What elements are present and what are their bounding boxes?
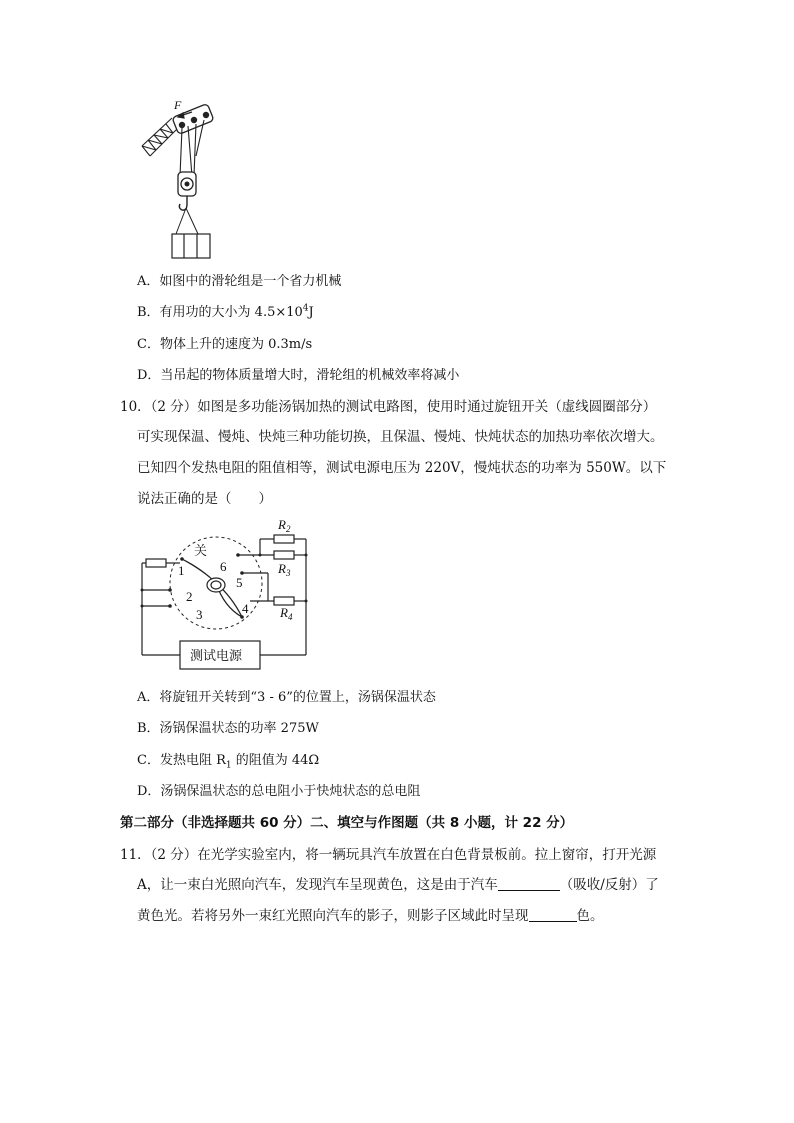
q9-option-b-text: B．有用功的大小为 4.5×10 xyxy=(137,305,303,320)
q11-line3 xyxy=(137,904,604,924)
q11-line3-text: 黄色光。若将另外一束红光照向汽车的影子，则影子区域此时呈现 xyxy=(137,908,529,924)
q10-stem-line2: 可实现保温、慢炖、快炖三种功能切换，且保温、慢炖、快炖状态的加热功率依次增大。 xyxy=(137,429,664,445)
q9-option-b-unit: J xyxy=(308,305,314,320)
label-contact-5: 5 xyxy=(236,575,243,590)
q10-option-d: D．汤锅保温状态的总电阻小于快炖状态的总电阻 xyxy=(137,784,421,799)
pulley-crane-figure xyxy=(136,96,216,261)
q9-option-b-exponent: 4 xyxy=(302,303,309,314)
rotary-switch-blade xyxy=(182,559,242,617)
q9-option-a: A．如图中的滑轮组是一个省力机械 xyxy=(137,274,342,289)
label-contact-2: 2 xyxy=(186,589,193,604)
q11-blank-1[interactable] xyxy=(498,877,560,891)
q11-line3-tail: 色。 xyxy=(576,908,604,924)
label-r2: $R_2$ xyxy=(278,517,291,534)
label-r4: $R_4$ xyxy=(280,605,293,622)
resistor-r3 xyxy=(274,551,294,559)
movable-pulley xyxy=(178,172,196,196)
resistor-r1 xyxy=(146,559,166,567)
q10-option-c-rest: 的阻值为 44Ω xyxy=(231,753,320,768)
q10-option-c-text: C．发热电阻 R xyxy=(137,753,226,768)
load-cables xyxy=(176,208,198,234)
resistor-r2 xyxy=(274,535,294,543)
label-contact-3: 3 xyxy=(196,607,203,622)
q10-stem-line3: 已知四个发热电阻的阻值相等，测试电源电压为 220V，慢炖状态的功率为 550W。以下 xyxy=(137,460,667,476)
section2-heading: 第二部分（非选择题共 60 分）二、填空与作图题（共 8 小题，计 22 分） xyxy=(120,815,574,831)
q11-line2-text: A，让一束白光照向汽车，发现汽车呈现黄色，这是由于汽车 xyxy=(137,877,498,893)
q11-line1: 11．（2 分）在光学实验室内，将一辆玩具汽车放置在白色背景板前。拉上窗帘，打开光源 xyxy=(120,847,657,863)
label-r3: $R_3$ xyxy=(278,561,291,578)
q10-stem-line4: 说法正确的是（ ） xyxy=(137,491,272,507)
q10-option-c-sub: 1 xyxy=(225,760,232,771)
resistor-r4 xyxy=(274,597,294,605)
crane-boom xyxy=(142,118,178,156)
q10-stem-line1: 10．（2 分）如图是多功能汤锅加热的测试电路图，使用时通过旋钮开关（虚线圆圈部分） xyxy=(120,399,657,415)
q9-option-d: D．当吊起的物体质量增大时，滑轮组的机械效率将减小 xyxy=(137,368,460,383)
q10-option-a: A．将旋钮开关转到“3 - 6”的位置上，汤锅保温状态 xyxy=(137,690,436,705)
q9-option-b xyxy=(137,301,314,320)
q10-option-c xyxy=(137,749,319,771)
q11-blank-2[interactable] xyxy=(529,908,577,922)
label-switch-word: 关 xyxy=(194,543,208,558)
label-contact-6: 6 xyxy=(220,559,227,574)
force-label: F xyxy=(174,98,182,112)
label-contact-4: 4 xyxy=(242,601,249,616)
label-contact-1: 1 xyxy=(178,563,185,578)
circuit-diagram xyxy=(138,515,338,675)
q10-option-b: B．汤锅保温状态的功率 275W xyxy=(137,721,319,736)
load-box xyxy=(172,234,210,258)
q9-option-c: C．物体上升的速度为 0.3m/s xyxy=(137,337,313,352)
q11-line2-tail: （吸收/反射）了 xyxy=(559,877,659,893)
q11-line2 xyxy=(137,873,659,893)
label-power-source: 测试电源 xyxy=(190,649,243,664)
